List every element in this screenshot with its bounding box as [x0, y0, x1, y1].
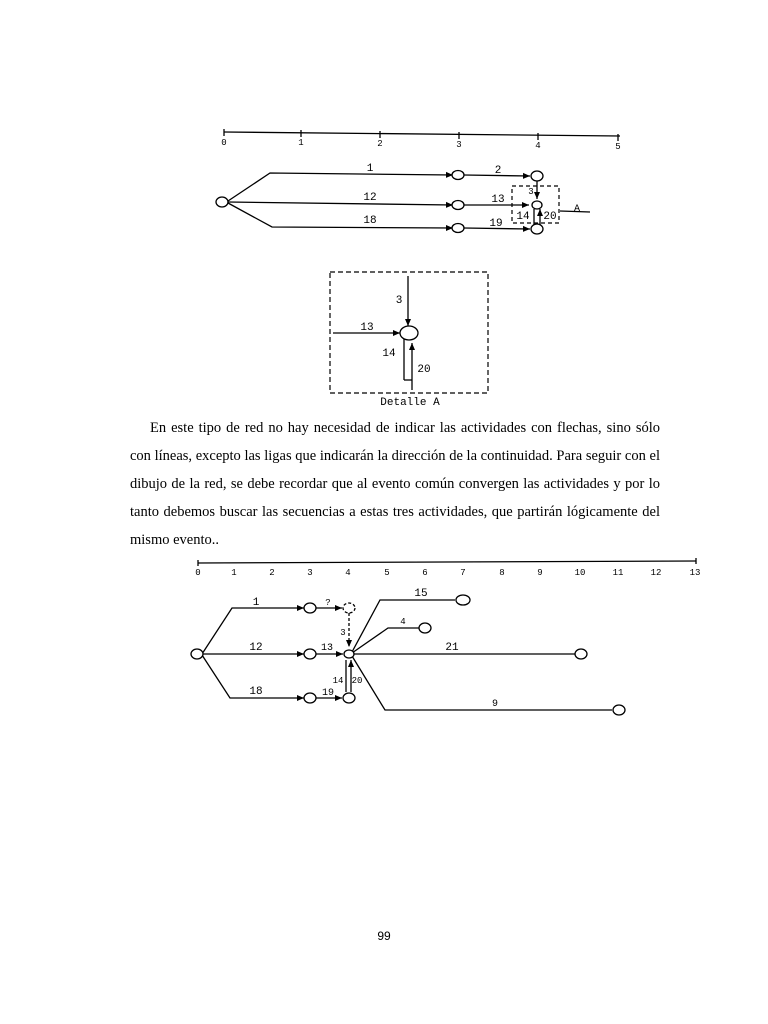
activity-label: 3 [340, 628, 346, 638]
activity-label: 13 [320, 643, 334, 654]
tick-label: 9 [537, 568, 543, 578]
activity-label: 20 [351, 676, 363, 686]
event-node [344, 650, 354, 658]
activity-label: 3 [528, 187, 534, 197]
tick-label: 4 [535, 141, 541, 151]
detail-caption: Detalle A [380, 397, 440, 409]
event-node [343, 693, 355, 703]
activity-label: 19 [321, 688, 335, 699]
event-node [456, 595, 470, 605]
tick-label: 5 [615, 142, 621, 152]
activity-lines-bottom [202, 600, 612, 710]
tick-label: 13 [689, 568, 701, 578]
activity-label: 1 [366, 163, 374, 175]
activity-label: 13 [491, 194, 505, 206]
tick-label: 2 [377, 139, 383, 149]
page-number: 99 [377, 929, 391, 943]
tick-label: 3 [307, 568, 313, 578]
activity-label: 12 [363, 192, 377, 204]
event-node [191, 649, 203, 659]
detail-label: 14 [382, 348, 396, 360]
tick-label: 0 [195, 568, 201, 578]
activity-label: ? [325, 598, 331, 608]
tick-label: 7 [460, 568, 466, 578]
tick-label: 12 [650, 568, 662, 578]
activity-label: 9 [491, 699, 499, 710]
tick-label: 1 [231, 568, 237, 578]
tick-label: 8 [499, 568, 505, 578]
activity-label: 18 [249, 686, 263, 698]
event-node [343, 603, 355, 613]
tick-label: 0 [221, 138, 227, 148]
event-node [419, 623, 431, 633]
event-node [304, 693, 316, 703]
detail-label: 13 [360, 322, 374, 334]
event-node [613, 705, 625, 715]
detail-label: 3 [395, 295, 403, 307]
event-node [304, 649, 316, 659]
activity-label: 1 [252, 597, 260, 609]
activity-label: 15 [414, 588, 428, 600]
tick-label: 3 [456, 140, 462, 150]
tick-label: 10 [574, 568, 586, 578]
detail-marker-label: A [573, 204, 581, 215]
activity-label: 4 [400, 617, 406, 627]
activity-label: 14 [516, 211, 530, 223]
activity-label: 14 [332, 676, 344, 686]
activity-label: 20 [543, 211, 557, 223]
detail-label: 20 [417, 364, 431, 376]
activity-label: 18 [363, 215, 377, 227]
event-node [575, 649, 587, 659]
tick-label: 6 [422, 568, 428, 578]
tick-label: 4 [345, 568, 351, 578]
tick-label: 5 [384, 568, 390, 578]
activity-label: 2 [494, 165, 502, 177]
activity-label: 21 [445, 642, 459, 654]
tick-label: 11 [612, 568, 624, 578]
tick-label: 2 [269, 568, 275, 578]
tick-label: 1 [298, 138, 304, 148]
activity-label: 19 [489, 218, 503, 230]
event-node [304, 603, 316, 613]
activity-label: 12 [249, 642, 263, 654]
body-paragraph: En este tipo de red no hay necesidad de indicar las actividades con flechas, sino sólo con líneas, excepto las ligas que indicarán la dirección de la continuidad. Para seguir con el dibujo de la red, se debe recordar que al evento común convergen las actividades y por lo tanto debemos buscar las secuencias a estas tres actividades, que partirán lógicamente del mismo evento.. [130, 420, 660, 548]
time-axis-bottom [198, 558, 696, 566]
